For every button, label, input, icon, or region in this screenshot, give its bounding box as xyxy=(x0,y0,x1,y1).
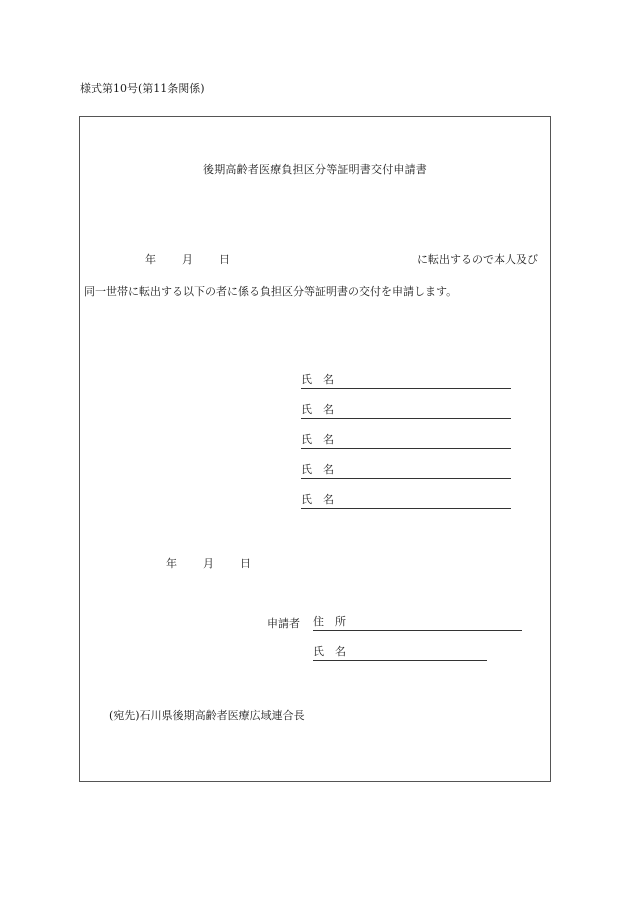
transfer-date-year: 年 xyxy=(145,253,156,266)
application-date-year: 年 xyxy=(166,557,177,570)
transfer-date-day: 日 xyxy=(219,253,230,266)
applicant-name-label: 氏名 xyxy=(313,645,357,658)
addressee: (宛先)石川県後期高齢者医療広域連合長 xyxy=(109,709,305,722)
person-name-label: 氏名 xyxy=(301,433,345,446)
applicant-heading: 申請者 xyxy=(267,617,300,630)
person-name-label: 氏名 xyxy=(301,463,345,476)
intro-text-line1: に転出するので本人及び xyxy=(417,253,538,266)
person-name-label: 氏名 xyxy=(301,493,345,506)
transfer-date xyxy=(145,253,230,266)
person-name-label: 氏名 xyxy=(301,403,345,416)
application-date-day: 日 xyxy=(240,557,251,570)
intro-text-line2: 同一世帯に転出する以下の者に係る負担区分等証明書の交付を申請します。 xyxy=(84,285,458,298)
person-name-label: 氏名 xyxy=(301,373,345,386)
person-name-field[interactable] xyxy=(301,463,511,479)
person-name-field[interactable] xyxy=(301,403,511,419)
person-name-field[interactable] xyxy=(301,493,511,509)
person-name-field[interactable] xyxy=(301,373,511,389)
form-number: 様式第10号(第11条関係) xyxy=(80,82,205,95)
application-date-month: 月 xyxy=(203,557,214,570)
applicant-name-field[interactable] xyxy=(313,645,487,661)
transfer-date-month: 月 xyxy=(182,253,193,266)
application-date xyxy=(166,557,251,570)
form-frame xyxy=(79,116,551,782)
person-name-field[interactable] xyxy=(301,433,511,449)
applicant-address-field[interactable] xyxy=(313,615,522,631)
form-title: 後期高齢者医療負担区分等証明書交付申請書 xyxy=(203,163,427,176)
applicant-address-label: 住所 xyxy=(313,615,357,628)
